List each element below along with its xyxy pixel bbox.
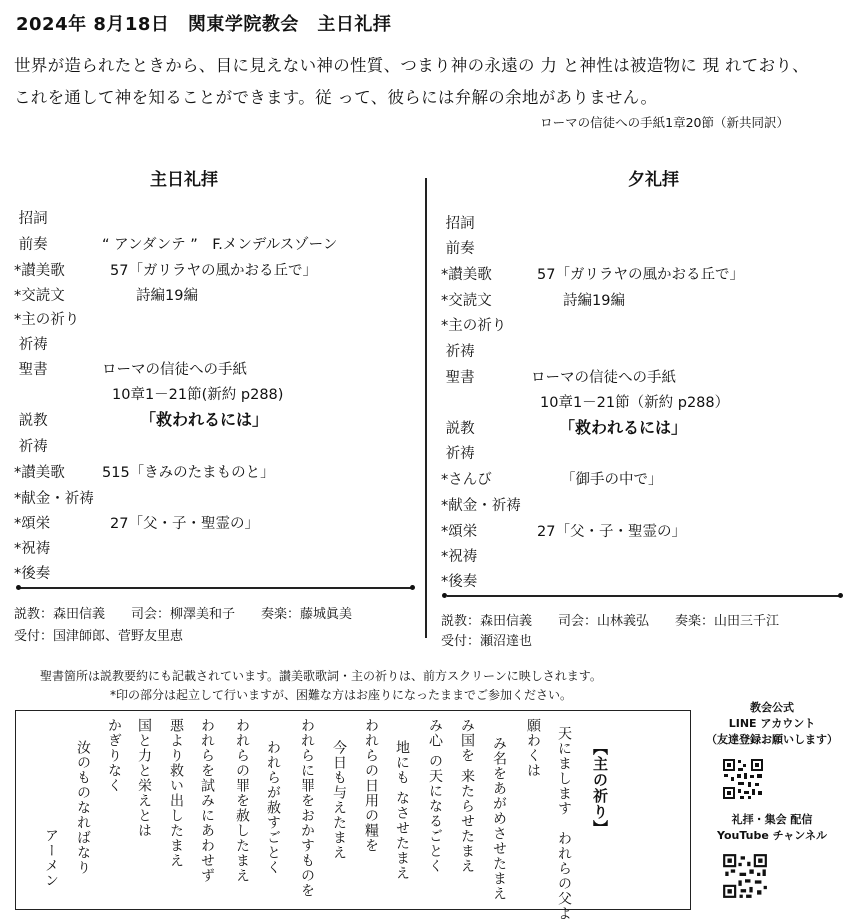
item-name: *祝祷: [441, 549, 478, 565]
prayer-line: われらの罪を赦したまえ: [234, 718, 250, 883]
item-name: 招詞: [441, 216, 475, 232]
prayer-line: われらを試みにあわせず: [199, 718, 215, 883]
item-detail: ローマの信徒への手紙: [531, 370, 676, 386]
youtube-channel-label: 礼拝・集会 配信 YouTube チャンネル: [717, 813, 827, 842]
divider-dot: [442, 593, 447, 598]
verse-line-1: 世界が造られたときから、目に見えない神の性質、つまり神の永遠の 力 と神性は被造物に 現 れており、: [14, 56, 809, 75]
item-detail: ローマの信徒への手紙: [102, 362, 247, 378]
item-name: *後奏: [441, 574, 478, 590]
item-detail: 27「父・子・聖霊の」: [110, 516, 259, 532]
item-name: *主の祈り: [14, 312, 80, 328]
divider-dot: [410, 585, 415, 590]
item-detail: 詩編19編: [563, 293, 625, 309]
prayer-line: 悪より救い出したまえ: [168, 718, 184, 868]
item-detail: 「御手の中で」: [561, 472, 663, 488]
morning-divider: [20, 587, 412, 589]
prayer-line: み名をあがめさせたまえ: [491, 736, 507, 901]
item-detail: 10章1－21節(新約 p288): [112, 387, 284, 403]
evening-divider: [447, 595, 841, 597]
item-name: *頌栄: [441, 524, 478, 540]
verse-line-2: これを通して神を知ることができます。従 って、彼らには弁解の余地がありません。: [14, 88, 658, 107]
item-name: 祈祷: [441, 446, 475, 462]
prayer-line: 地にも なさせたまえ: [394, 740, 410, 881]
item-name: *献金・祈祷: [441, 498, 521, 514]
item-name: 説教: [14, 413, 48, 429]
prayer-line: み心 の天になるごとく: [427, 718, 443, 874]
item-name: *さんび: [441, 472, 492, 488]
prayer-line: アーメン: [43, 828, 59, 888]
morning-credits: 説教：森田信義 司会：柳澤美和子 奏楽：藤城眞美: [14, 607, 353, 622]
item-name: 前奏: [14, 237, 48, 253]
prayer-line: 汝のものなればなり: [75, 740, 91, 875]
item-detail: 57「ガリラヤの風かおる丘で」: [537, 267, 744, 283]
item-detail: “ アンダンテ ” F.メンデルスゾーン: [102, 237, 338, 253]
evening-service-title: 夕礼拝: [628, 170, 679, 190]
column-divider: [425, 178, 427, 638]
item-detail: 515「きみのたまものと」: [102, 465, 275, 481]
note-line-2: *印の部分は起立して行いますが、困難な方はお座りになったままでご参加ください。: [110, 688, 573, 702]
divider-dot: [16, 585, 21, 590]
prayer-line: 願わくは: [525, 718, 541, 778]
item-name: *献金・祈祷: [14, 491, 94, 507]
prayer-line: われらが赦すごとく: [265, 740, 281, 875]
sermon-title: 「救われるには」: [140, 410, 269, 429]
item-detail: 57「ガリラヤの風かおる丘で」: [110, 263, 317, 279]
item-name: 祈祷: [14, 337, 48, 353]
item-name: *交読文: [441, 293, 492, 309]
item-name: 聖書: [441, 370, 475, 386]
divider-dot: [838, 593, 843, 598]
item-name: *交読文: [14, 288, 65, 304]
item-name: 祈祷: [14, 439, 48, 455]
item-name: *祝祷: [14, 541, 51, 557]
sermon-title: 「救われるには」: [559, 418, 688, 437]
item-name: *讃美歌: [14, 465, 65, 481]
item-name: *頌栄: [14, 516, 51, 532]
morning-reception: 受付：国津師郎、菅野友里恵: [14, 629, 184, 644]
item-name: *主の祈り: [441, 318, 507, 334]
note-line-1: 聖書箇所は説教要約にも記載されています。讃美歌歌詞・主の祈りは、前方スクリーンに映しされます。: [40, 669, 602, 683]
item-name: 聖書: [14, 362, 48, 378]
line-qr-code[interactable]: [722, 758, 764, 800]
item-detail: 詩編19編: [136, 288, 198, 304]
line-account-label: 教会公式 LINE アカウント （友達登録お願いします）: [706, 701, 838, 746]
prayer-line: われらの日用の糧を: [363, 718, 379, 853]
item-name: *後奏: [14, 566, 51, 582]
morning-service-title: 主日礼拝: [150, 170, 218, 190]
item-name: 招詞: [14, 211, 48, 227]
youtube-qr-code[interactable]: [722, 852, 768, 900]
page-title: 2024年 8月18日 関東学院教会 主日礼拝: [16, 14, 392, 35]
prayer-line: 今日も与えたまえ: [331, 740, 347, 860]
evening-reception: 受付：瀬沼達也: [441, 634, 533, 649]
item-name: 説教: [441, 421, 475, 437]
item-name: *讃美歌: [441, 267, 492, 283]
evening-order-list: [441, 212, 841, 592]
prayer-line: み国を 来たらせたまえ: [459, 718, 475, 874]
item-name: *讃美歌: [14, 263, 65, 279]
item-name: 前奏: [441, 241, 475, 257]
evening-credits: 説教：森田信義 司会：山林義弘 奏楽：山田三千江: [441, 614, 780, 629]
morning-order-list: [14, 207, 414, 582]
item-detail: 27「父・子・聖霊の」: [537, 524, 686, 540]
prayer-line: 天にまします われらの父よ: [556, 726, 572, 921]
item-detail: 10章1－21節（新約 p288）: [540, 395, 730, 411]
prayer-line: かぎりなく: [106, 718, 122, 793]
verse-citation: ローマの信徒への手紙1章20節（新共同訳）: [540, 115, 789, 130]
item-name: 祈祷: [441, 344, 475, 360]
prayer-line: われらに罪をおかすものを: [299, 718, 315, 898]
prayer-line: 国と力と栄えとは: [136, 718, 152, 838]
prayer-title: 【主の祈り】: [591, 740, 609, 836]
